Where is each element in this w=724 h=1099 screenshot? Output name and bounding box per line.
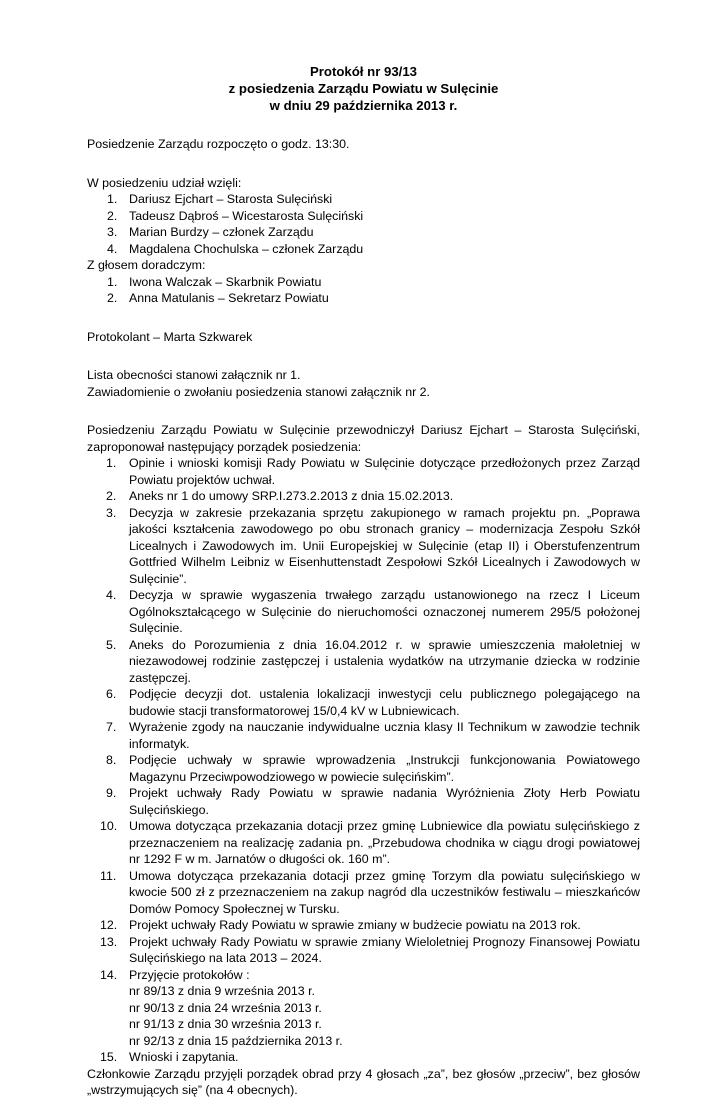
agenda-item: 13. Projekt uchwały Rady Powiatu w sprawie zmiany Wieloletniej Prognozy Finansowej Powiatu Sulęcińskiego na lata 2013 – 2024. xyxy=(100,934,640,965)
list-item: 2. Anna Matulanis – Sekretarz Powiatu xyxy=(107,291,329,305)
title-line-1: Protokół nr 93/13 xyxy=(309,64,417,79)
list-item: 1. Iwona Walczak – Skarbnik Powiatu xyxy=(107,274,322,289)
agenda-item: 7. Wyrażenie zgody na nauczanie indywidualne ucznia klasy II Technikum w zawodzie technik informatyk. xyxy=(106,720,640,751)
title-line-3: w dniu 29 października 2013 r. xyxy=(269,98,458,113)
participants-list xyxy=(87,191,640,257)
document-page xyxy=(87,63,640,1099)
protocols-list xyxy=(129,983,640,1049)
list-item: 3. Marian Burdzy – członek Zarządu xyxy=(107,225,314,239)
advisory-list xyxy=(87,274,640,307)
attachment-line-1: Lista obecności stanowi załącznik nr 1. xyxy=(87,368,301,382)
agenda-intro: Posiedzeniu Zarządu Powiatu w Sulęcinie przewodniczył Dariusz Ejchart – Starosta Sulęciński, zaproponował następujący porządek posiedzenia: xyxy=(87,423,640,454)
agenda-item: 4. Decyzja w sprawie wygaszenia trwałego zarządu ustanowionego na rzecz I Liceum Ogólnokształcącego w Sulęcinie do nieruchomości oznaczonej numerem 295/5 położonej Sulęcinie. xyxy=(106,588,640,635)
list-item: 4. Magdalena Chochulska – członek Zarządu xyxy=(107,241,364,256)
participants-heading: W posiedzeniu udział wzięli: xyxy=(87,175,242,190)
protocol-item: nr 90/13 z dnia 24 września 2013 r. xyxy=(129,1000,322,1015)
protocol-item: nr 92/13 z dnia 15 października 2013 r. xyxy=(129,1033,343,1048)
advisory-heading: Z głosem doradczym: xyxy=(87,258,206,272)
agenda-list xyxy=(87,455,640,1066)
agenda-item: 5. Aneks do Porozumienia z dnia 16.04.2012 r. w sprawie umieszczenia małoletniej w niezawodowej rodzinie zastępczej i ustalenia wydatków na utrzymanie dziecka w rodzinie zastępczej. xyxy=(106,637,640,685)
start-time-text: Posiedzenie Zarządu rozpoczęto o godz. 13:30. xyxy=(87,137,350,151)
agenda-item: 12. Projekt uchwały Rady Powiatu w sprawie zmiany w budżecie powiatu na 2013 rok. xyxy=(100,918,581,932)
list-item: 2. Tadeusz Dąbroś – Wicestarosta Sulęciński xyxy=(107,208,364,223)
attachment-line-2: Zawiadomienie o zwołaniu posiedzenia stanowi załącznik nr 2. xyxy=(87,384,430,399)
vote-result: Członkowie Zarządu przyjęli porządek obrad przy 4 głosach „za”, bez głosów „przeciw”, bez głosów „wstrzymujących się” (na 4 obecnych). xyxy=(87,1066,640,1097)
recorder-text: Protokolant – Marta Szkwarek xyxy=(87,329,253,344)
protocol-item: nr 89/13 z dnia 9 września 2013 r. xyxy=(129,984,315,998)
agenda-item: 10. Umowa dotycząca przekazania dotacji przez gminę Lubniewice dla powiatu sulęcińskiego z przeznaczeniem na realizację zadania pn. „Przebudowa chodnika w ciągu drogi powiatowej nr 1292 F w m. Jarnatów o długości ok. 160 m”. xyxy=(100,819,640,866)
list-item: 1. Dariusz Ejchart – Starosta Sulęciński xyxy=(107,192,333,206)
agenda-item: 1. Opinie i wnioski komisji Rady Powiatu w Sulęcinie dotyczące przedłożonych przez Zarząd Powiatu projektów uchwał. xyxy=(106,456,640,487)
protocol-item: nr 91/13 z dnia 30 września 2013 r. xyxy=(129,1017,322,1031)
document-title xyxy=(87,63,640,114)
agenda-item: 11. Umowa dotycząca przekazania dotacji przez gminę Torzym dla powiatu sulęcińskiego w kwocie 500 zł z przeznaczeniem na zakup nagród dla uczestników festiwalu – mieszkańców Domów Pomocy Społecznej w Tursku. xyxy=(100,868,640,916)
agenda-item: 8. Podjęcie uchwały w sprawie wprowadzenia „Instrukcji funkcjonowania Powiatowego Magazynu Przeciwpowodziowego w powiecie sulęcińskim”. xyxy=(106,753,640,784)
agenda-item: 9. Projekt uchwały Rady Powiatu w sprawie nadania Wyróżnienia Złoty Herb Powiatu Sulęcińskiego. xyxy=(106,786,640,817)
title-line-2: z posiedzenia Zarządu Powiatu w Sulęcinie xyxy=(228,81,499,96)
agenda-item: 6. Podjęcie decyzji dot. ustalenia lokalizacji inwestycji celu publicznego polegającego na budowie stacji transformatorowej 15/0,4 kV w Lubniewicach. xyxy=(106,687,640,718)
agenda-item: 15. Wnioski i zapytania. xyxy=(100,1050,239,1064)
agenda-item: 14. Przyjęcie protokołów : nr 89/13 z dnia 9 września 2013 r. nr 90/13 z dnia 24 września 2013 r. nr 91/13 z dnia 30 września 2013 r. nr 92/13 z dnia 15 października 2013 r. xyxy=(87,967,640,1050)
agenda-item: 2. Aneks nr 1 do umowy SRP.I.273.2.2013 z dnia 15.02.2013. xyxy=(106,489,454,503)
agenda-item: 3. Decyzja w zakresie przekazania sprzętu zakupionego w ramach projektu pn. „Poprawa jakości kształcenia zawodowego po obu stronach granicy – modernizacja Zespołu Szkół Licealnych i Zawodowych im. Unii Europejskiej w Sulęcinie (etap II) i Oberstufenzentrum Gottfried Wilhelm Leibniz w Eisenhuttenstadt Zespołowi Szkół Licealnych i Zawodowych w Sulęcinie”. xyxy=(106,505,640,586)
